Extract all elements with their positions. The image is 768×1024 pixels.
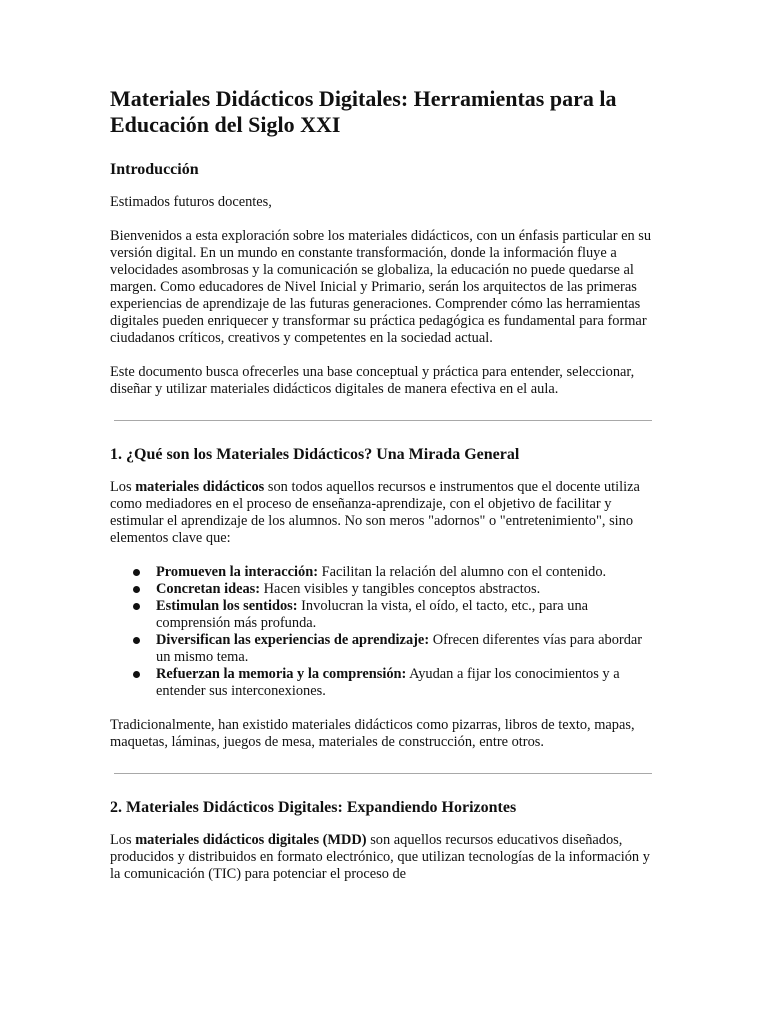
- bullet-icon: [133, 586, 140, 593]
- list-item: [110, 632, 658, 666]
- section-divider: [114, 420, 652, 421]
- section-1-paragraph: [110, 479, 658, 547]
- bullet-bold: Diversifican las experiencias de aprendizaje:: [156, 632, 430, 648]
- list-item: [110, 581, 658, 598]
- bullet-icon: [133, 671, 140, 678]
- text-run: Los: [110, 832, 136, 848]
- section-divider: [114, 773, 652, 774]
- list-item: [110, 666, 658, 700]
- bold-term: materiales didácticos: [135, 479, 265, 495]
- bullet-text: Involucran la vista, el oído, el tacto, etc., para una comprensión más profunda.: [156, 598, 589, 631]
- bullet-bold: Refuerzan la memoria y la comprensión:: [156, 666, 407, 682]
- bullet-bold: Estimulan los sentidos:: [156, 598, 298, 614]
- intro-greeting: Estimados futuros docentes,: [110, 194, 272, 210]
- bullet-text: Ayudan a fijar los conocimientos y a entender sus interconexiones.: [156, 666, 620, 699]
- list-item: [110, 564, 658, 581]
- bold-term: materiales didácticos digitales (MDD): [135, 832, 367, 848]
- intro-heading: Introducción: [110, 161, 199, 178]
- bullet-text: Facilitan la relación del alumno con el contenido.: [318, 564, 607, 580]
- bullet-icon: [133, 637, 140, 644]
- bullet-text: Ofrecen diferentes vías para abordar un mismo tema.: [156, 632, 643, 665]
- text-run: son todos aquellos recursos e instrumentos que el docente utiliza como mediadores en el proceso de enseñanza-aprendizaje, con el objetivo de facilitar y estimular el aprendizaje de los alumnos. No son meros "adornos" o "entretenimiento", sino elementos clave que:: [110, 479, 640, 546]
- text-run: son aquellos recursos educativos diseñados, producidos y distribuidos en formato electrónico, que utilizan tecnologías de la información y la comunicación (TIC) para potenciar el proceso de: [110, 832, 650, 882]
- bullet-icon: [133, 569, 140, 576]
- section-1-heading: 1. ¿Qué son los Materiales Didácticos? Una Mirada General: [110, 446, 520, 463]
- section-2-heading: 2. Materiales Didácticos Digitales: Expandiendo Horizontes: [110, 799, 517, 816]
- text-run: Los: [110, 479, 136, 495]
- bullet-bold: Concretan ideas:: [156, 581, 261, 597]
- list-item: [110, 598, 658, 632]
- section-2-paragraph: [110, 832, 658, 883]
- intro-paragraph-2: Este documento busca ofrecerles una base conceptual y práctica para entender, seleccionar, diseñar y utilizar materiales didácticos digitales de manera efectiva en el aula.: [110, 364, 635, 397]
- bullet-bold: Promueven la interacción:: [156, 564, 318, 580]
- bullet-text: Hacen visibles y tangibles conceptos abstractos.: [260, 581, 541, 597]
- section-1-bullet-list: [110, 564, 658, 700]
- section-1-closing: Tradicionalmente, han existido materiales didácticos como pizarras, libros de texto, mapas, maquetas, láminas, juegos de mesa, materiales de construcción, entre otros.: [110, 717, 635, 750]
- bullet-icon: [133, 603, 140, 610]
- document-title: Materiales Didácticos Digitales: Herramientas para la Educación del Siglo XXI: [110, 86, 617, 137]
- intro-paragraph-1: Bienvenidos a esta exploración sobre los materiales didácticos, con un énfasis particular en su versión digital. En un mundo en constante transformación, donde la información fluye a velocidades asombrosas y la comunicación se globaliza, la educación no puede quedarse al margen. Como educadores de Nivel Inicial y Primario, serán los arquitectos de las primeras experiencias de aprendizaje de las futuras generaciones. Comprender cómo las herramientas digitales pueden enriquecer y transformar su práctica pedagógica es fundamental para formar ciudadanos críticos, creativos y competentes en la sociedad actual.: [110, 228, 652, 346]
